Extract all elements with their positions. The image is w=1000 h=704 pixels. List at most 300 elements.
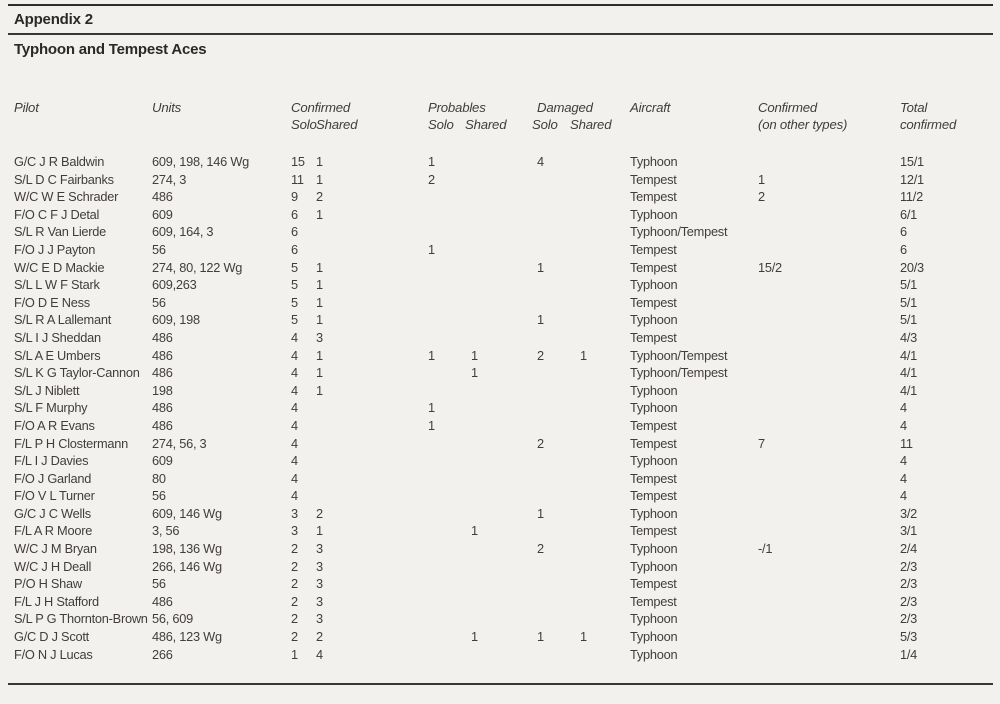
cell-confirmed-solo: 4 — [291, 435, 298, 451]
cell-damaged-shared — [580, 171, 630, 189]
cell-aircraft: Typhoon/Tempest — [630, 365, 728, 381]
cell-probables-solo — [428, 223, 471, 241]
cell-total-confirmed: 4/1 — [900, 365, 918, 381]
column-header-units: Units — [152, 100, 182, 115]
table-row — [14, 593, 993, 611]
cell-damaged-solo — [537, 223, 580, 241]
cell-units: 56 — [152, 576, 166, 592]
cell-confirmed-other-types — [758, 470, 900, 488]
cell-aircraft: Typhoon — [630, 541, 678, 557]
cell-aircraft: Typhoon — [630, 629, 678, 645]
cell-confirmed-solo: 3 — [291, 523, 298, 539]
table-row — [14, 294, 993, 312]
cell-aircraft: Tempest — [630, 329, 677, 345]
cell-confirmed-other-types — [758, 646, 900, 664]
table-row — [14, 223, 993, 241]
cell-confirmed-solo: 4 — [291, 488, 298, 504]
cell-confirmed-shared: 1 — [316, 382, 323, 398]
table-row — [14, 153, 993, 171]
cell-confirmed-other-types: 7 — [758, 435, 765, 451]
cell-confirmed-other-types — [758, 241, 900, 259]
cell-units: 486 — [152, 593, 173, 609]
table-header — [14, 99, 993, 133]
column-header-damaged: Damaged — [537, 100, 593, 115]
cell-confirmed-solo: 11 — [291, 171, 304, 187]
cell-pilot: S/L P G Thornton-Brown — [14, 611, 148, 627]
cell-damaged-shared — [580, 505, 630, 523]
subheader-total-confirmed: confirmed — [900, 117, 957, 132]
cell-total-confirmed: 15/1 — [900, 154, 924, 169]
cell-confirmed-solo: 6 — [291, 241, 298, 257]
cell-damaged-shared — [580, 452, 630, 470]
cell-aircraft: Tempest — [630, 417, 677, 433]
table-row — [14, 347, 993, 365]
cell-confirmed-solo: 4 — [291, 329, 298, 345]
cell-confirmed-other-types — [758, 487, 900, 505]
cell-total-confirmed: 4/1 — [900, 347, 918, 363]
cell-confirmed-solo: 4 — [291, 470, 298, 486]
cell-aircraft: Typhoon — [630, 206, 678, 222]
table-row — [14, 399, 993, 417]
cell-units: 274, 56, 3 — [152, 435, 207, 451]
cell-probables-shared — [471, 294, 537, 312]
cell-units: 274, 3 — [152, 171, 187, 187]
cell-confirmed-other-types — [758, 276, 900, 294]
cell-probables-solo — [428, 487, 471, 505]
cell-damaged-solo — [537, 487, 580, 505]
table-row — [14, 276, 993, 294]
cell-units: 56 — [152, 488, 166, 504]
cell-confirmed-solo: 5 — [291, 277, 298, 293]
cell-aircraft: Typhoon — [630, 558, 678, 574]
cell-probables-shared — [471, 646, 537, 664]
cell-pilot: F/L J H Stafford — [14, 593, 99, 609]
cell-units: 609, 198, 146 Wg — [152, 154, 250, 169]
cell-probables-shared — [471, 487, 537, 505]
table-row — [14, 435, 993, 453]
cell-confirmed-other-types — [758, 347, 900, 365]
cell-total-confirmed: 4 — [900, 417, 907, 433]
cell-damaged-shared — [580, 540, 630, 558]
cell-pilot: F/L A R Moore — [14, 523, 93, 539]
cell-units: 609, 146 Wg — [152, 505, 222, 521]
cell-pilot: S/L I J Sheddan — [14, 329, 101, 345]
cell-damaged-shared — [580, 259, 630, 277]
cell-pilot: F/O N J Lucas — [14, 646, 93, 662]
cell-probables-solo — [428, 364, 471, 382]
table-row — [14, 628, 993, 646]
cell-confirmed-shared — [316, 452, 428, 470]
cell-units: 609 — [152, 453, 173, 469]
cell-confirmed-solo: 2 — [291, 558, 298, 574]
cell-aircraft: Tempest — [630, 593, 677, 609]
table-row — [14, 188, 993, 206]
appendix-divider-rule — [8, 33, 993, 35]
cell-confirmed-other-types: 2 — [758, 189, 765, 205]
subheader-confirmed-other-note: (on other types) — [758, 117, 848, 132]
table-row — [14, 558, 993, 576]
cell-confirmed-other-types — [758, 610, 900, 628]
cell-confirmed-shared: 2 — [316, 189, 323, 205]
cell-probables-shared: 1 — [471, 523, 478, 539]
cell-damaged-solo — [537, 241, 580, 259]
table-row — [14, 171, 993, 189]
table-row — [14, 329, 993, 347]
cell-total-confirmed: 6 — [900, 224, 907, 240]
cell-total-confirmed: 12/1 — [900, 171, 924, 187]
cell-pilot: F/O D E Ness — [14, 294, 90, 310]
cell-confirmed-shared: 4 — [316, 646, 323, 662]
cell-probables-solo — [428, 276, 471, 294]
cell-confirmed-solo: 4 — [291, 453, 298, 469]
cell-damaged-solo — [537, 470, 580, 488]
cell-aircraft: Typhoon — [630, 312, 678, 328]
cell-probables-solo — [428, 294, 471, 312]
cell-damaged-shared — [580, 487, 630, 505]
cell-damaged-solo: 4 — [537, 154, 544, 169]
cell-probables-shared — [471, 153, 537, 171]
cell-probables-shared — [471, 223, 537, 241]
cell-confirmed-shared: 1 — [316, 347, 323, 363]
cell-probables-shared — [471, 171, 537, 189]
cell-damaged-shared — [580, 364, 630, 382]
cell-pilot: G/C J C Wells — [14, 505, 91, 521]
cell-aircraft: Typhoon — [630, 277, 678, 293]
cell-confirmed-shared: 1 — [316, 206, 323, 222]
cell-probables-solo — [428, 452, 471, 470]
cell-units: 486 — [152, 365, 173, 381]
cell-units: 56, 609 — [152, 611, 193, 627]
cell-confirmed-other-types: 15/2 — [758, 259, 782, 275]
cell-total-confirmed: 2/4 — [900, 541, 918, 557]
cell-aircraft: Typhoon — [630, 453, 678, 469]
cell-aircraft: Tempest — [630, 523, 677, 539]
cell-aircraft: Tempest — [630, 576, 677, 592]
cell-total-confirmed: 2/3 — [900, 558, 918, 574]
cell-confirmed-shared: 3 — [316, 558, 323, 574]
cell-total-confirmed: 5/1 — [900, 294, 918, 310]
cell-confirmed-solo: 9 — [291, 189, 298, 205]
cell-damaged-solo — [537, 294, 580, 312]
cell-confirmed-other-types — [758, 417, 900, 435]
cell-damaged-shared — [580, 558, 630, 576]
cell-probables-solo — [428, 593, 471, 611]
table-row — [14, 487, 993, 505]
cell-pilot: S/L K G Taylor-Cannon — [14, 365, 140, 381]
cell-probables-solo — [428, 435, 471, 453]
cell-probables-shared — [471, 311, 537, 329]
cell-damaged-solo — [537, 522, 580, 540]
cell-probables-solo — [428, 311, 471, 329]
cell-damaged-solo — [537, 364, 580, 382]
cell-units: 486 — [152, 189, 173, 205]
subheader-probables-shared: Shared — [465, 117, 507, 132]
cell-confirmed-shared: 3 — [316, 329, 323, 345]
cell-confirmed-other-types — [758, 206, 900, 224]
cell-damaged-solo — [537, 610, 580, 628]
cell-confirmed-solo: 5 — [291, 294, 298, 310]
column-header-pilot: Pilot — [14, 100, 39, 115]
cell-pilot: F/O C F J Detal — [14, 206, 100, 222]
cell-total-confirmed: 1/4 — [900, 646, 918, 662]
table-row — [14, 452, 993, 470]
cell-total-confirmed: 2/3 — [900, 593, 918, 609]
cell-units: 80 — [152, 470, 166, 486]
cell-damaged-shared — [580, 610, 630, 628]
cell-damaged-shared: 1 — [580, 629, 587, 645]
cell-damaged-shared — [580, 417, 630, 435]
cell-confirmed-solo: 15 — [291, 154, 305, 169]
cell-pilot: S/L D C Fairbanks — [14, 171, 114, 187]
cell-confirmed-other-types — [758, 399, 900, 417]
cell-aircraft: Tempest — [630, 435, 677, 451]
cell-units: 198 — [152, 382, 173, 398]
table-row — [14, 206, 993, 224]
subheader-confirmed-solo: Solo — [291, 117, 317, 132]
cell-units: 486 — [152, 329, 173, 345]
cell-total-confirmed: 4/1 — [900, 382, 918, 398]
cell-probables-shared — [471, 575, 537, 593]
cell-total-confirmed: 3/2 — [900, 505, 918, 521]
cell-damaged-shared — [580, 223, 630, 241]
table-row — [14, 575, 993, 593]
cell-probables-shared — [471, 188, 537, 206]
column-header-confirmed: Confirmed — [291, 100, 351, 115]
cell-damaged-solo: 1 — [537, 629, 544, 645]
cell-pilot: W/C J H Deall — [14, 558, 92, 574]
subheader-damaged-solo: Solo — [532, 117, 558, 132]
cell-damaged-shared — [580, 575, 630, 593]
cell-pilot: W/C E D Mackie — [14, 259, 105, 275]
cell-probables-solo — [428, 610, 471, 628]
cell-probables-solo: 1 — [428, 347, 435, 363]
cell-probables-shared — [471, 259, 537, 277]
cell-confirmed-shared: 1 — [316, 365, 323, 381]
cell-pilot: S/L R A Lallemant — [14, 312, 111, 328]
cell-probables-shared — [471, 540, 537, 558]
cell-confirmed-other-types — [758, 575, 900, 593]
cell-damaged-shared — [580, 241, 630, 259]
cell-probables-shared — [471, 329, 537, 347]
cell-damaged-solo: 2 — [537, 347, 544, 363]
cell-confirmed-shared: 1 — [316, 277, 323, 293]
cell-confirmed-shared: 1 — [316, 171, 323, 187]
cell-damaged-shared — [580, 399, 630, 417]
cell-units: 486 — [152, 417, 173, 433]
cell-probables-solo — [428, 382, 471, 400]
cell-total-confirmed: 4 — [900, 453, 907, 469]
cell-damaged-shared — [580, 294, 630, 312]
table-row — [14, 522, 993, 540]
cell-units: 486, 123 Wg — [152, 629, 222, 645]
cell-confirmed-solo: 4 — [291, 417, 298, 433]
column-header-probables: Probables — [428, 100, 486, 115]
cell-probables-solo — [428, 540, 471, 558]
cell-probables-solo — [428, 558, 471, 576]
cell-pilot: S/L R Van Lierde — [14, 224, 107, 240]
cell-units: 486 — [152, 347, 173, 363]
table-title: Typhoon and Tempest Aces — [14, 41, 207, 58]
cell-total-confirmed: 2/3 — [900, 611, 918, 627]
cell-confirmed-other-types — [758, 382, 900, 400]
cell-pilot: S/L A E Umbers — [14, 347, 101, 363]
cell-damaged-shared: 1 — [580, 347, 587, 363]
cell-confirmed-shared — [316, 470, 428, 488]
cell-confirmed-solo: 5 — [291, 312, 298, 328]
cell-confirmed-other-types — [758, 311, 900, 329]
cell-confirmed-solo: 2 — [291, 629, 298, 645]
cell-confirmed-shared: 3 — [316, 611, 323, 627]
cell-damaged-solo: 1 — [537, 505, 544, 521]
cell-units: 486 — [152, 400, 173, 416]
cell-confirmed-other-types — [758, 153, 900, 171]
cell-pilot: F/L P H Clostermann — [14, 435, 129, 451]
cell-damaged-solo — [537, 206, 580, 224]
cell-damaged-solo — [537, 575, 580, 593]
cell-confirmed-solo: 2 — [291, 593, 298, 609]
cell-total-confirmed: 11 — [900, 435, 913, 451]
cell-confirmed-solo: 4 — [291, 382, 298, 398]
cell-confirmed-solo: 2 — [291, 611, 298, 627]
cell-confirmed-solo: 6 — [291, 206, 298, 222]
cell-units: 56 — [152, 294, 166, 310]
cell-units: 609, 164, 3 — [152, 224, 214, 240]
subheader-confirmed-shared: Shared — [316, 117, 358, 132]
cell-aircraft: Tempest — [630, 189, 677, 205]
cell-aircraft: Typhoon/Tempest — [630, 224, 728, 240]
column-header-confirmed-other: Confirmed — [758, 100, 818, 115]
cell-pilot: F/O J Garland — [14, 470, 92, 486]
cell-aircraft: Tempest — [630, 470, 677, 486]
cell-units: 609,263 — [152, 277, 197, 293]
cell-aircraft: Tempest — [630, 294, 677, 310]
cell-pilot: S/L F Murphy — [14, 400, 88, 416]
cell-confirmed-other-types — [758, 223, 900, 241]
cell-confirmed-other-types — [758, 294, 900, 312]
cell-damaged-solo — [537, 329, 580, 347]
bottom-rule — [8, 683, 993, 685]
cell-aircraft: Typhoon — [630, 154, 678, 169]
appendix-label: Appendix 2 — [14, 11, 93, 28]
cell-pilot: W/C W E Schrader — [14, 189, 119, 205]
table-row — [14, 311, 993, 329]
cell-confirmed-other-types — [758, 593, 900, 611]
cell-damaged-solo — [537, 593, 580, 611]
cell-units: 609 — [152, 206, 173, 222]
cell-aircraft: Tempest — [630, 171, 677, 187]
cell-total-confirmed: 4 — [900, 470, 907, 486]
cell-total-confirmed: 2/3 — [900, 576, 918, 592]
cell-damaged-solo — [537, 171, 580, 189]
cell-aircraft: Typhoon — [630, 646, 678, 662]
subheader-probables-solo: Solo — [428, 117, 454, 132]
cell-confirmed-shared: 3 — [316, 576, 323, 592]
cell-confirmed-solo: 4 — [291, 400, 298, 416]
table-row — [14, 540, 993, 558]
cell-total-confirmed: 5/3 — [900, 629, 918, 645]
cell-probables-solo — [428, 470, 471, 488]
cell-damaged-solo: 1 — [537, 312, 544, 328]
cell-damaged-solo — [537, 417, 580, 435]
cell-total-confirmed: 20/3 — [900, 259, 924, 275]
table-row — [14, 610, 993, 628]
cell-confirmed-other-types — [758, 522, 900, 540]
cell-confirmed-other-types: -/1 — [758, 541, 773, 557]
cell-total-confirmed: 6 — [900, 241, 907, 257]
cell-confirmed-shared: 2 — [316, 629, 323, 645]
table-row — [14, 417, 993, 435]
cell-confirmed-shared — [316, 417, 428, 435]
cell-units: 266, 146 Wg — [152, 558, 222, 574]
cell-probables-solo — [428, 505, 471, 523]
cell-aircraft: Typhoon — [630, 400, 678, 416]
cell-confirmed-other-types — [758, 364, 900, 382]
cell-confirmed-other-types — [758, 452, 900, 470]
cell-pilot: G/C J R Baldwin — [14, 154, 105, 169]
cell-confirmed-shared — [316, 435, 428, 453]
cell-damaged-shared — [580, 329, 630, 347]
cell-confirmed-solo: 3 — [291, 505, 298, 521]
table-row — [14, 382, 993, 400]
cell-probables-shared — [471, 399, 537, 417]
cell-units: 266 — [152, 646, 173, 662]
cell-probables-solo: 1 — [428, 400, 435, 416]
cell-damaged-shared — [580, 522, 630, 540]
cell-total-confirmed: 5/1 — [900, 277, 918, 293]
cell-damaged-solo: 2 — [537, 435, 544, 451]
cell-pilot: W/C J M Bryan — [14, 541, 97, 557]
cell-total-confirmed: 4 — [900, 488, 907, 504]
cell-probables-solo — [428, 259, 471, 277]
cell-units: 609, 198 — [152, 312, 200, 328]
cell-probables-shared — [471, 241, 537, 259]
table-body — [14, 153, 993, 663]
table-row — [14, 259, 993, 277]
cell-damaged-solo: 2 — [537, 541, 544, 557]
cell-probables-solo — [428, 329, 471, 347]
subheader-damaged-shared: Shared — [570, 117, 612, 132]
cell-damaged-solo — [537, 188, 580, 206]
cell-aircraft: Tempest — [630, 488, 677, 504]
cell-units: 198, 136 Wg — [152, 541, 222, 557]
cell-probables-solo — [428, 522, 471, 540]
cell-total-confirmed: 4 — [900, 400, 907, 416]
cell-probables-solo — [428, 628, 471, 646]
cell-probables-solo — [428, 646, 471, 664]
cell-confirmed-solo: 2 — [291, 541, 298, 557]
cell-confirmed-other-types — [758, 628, 900, 646]
cell-damaged-shared — [580, 593, 630, 611]
cell-confirmed-shared: 1 — [316, 259, 323, 275]
cell-probables-solo — [428, 575, 471, 593]
cell-probables-shared: 1 — [471, 365, 478, 381]
cell-aircraft: Typhoon — [630, 505, 678, 521]
cell-probables-shared — [471, 452, 537, 470]
cell-confirmed-shared: 3 — [316, 593, 323, 609]
cell-aircraft: Typhoon — [630, 382, 678, 398]
cell-confirmed-other-types — [758, 558, 900, 576]
cell-units: 274, 80, 122 Wg — [152, 259, 243, 275]
cell-pilot: F/O J J Payton — [14, 241, 96, 257]
cell-confirmed-shared: 1 — [316, 523, 323, 539]
cell-confirmed-solo: 4 — [291, 365, 298, 381]
cell-damaged-solo: 1 — [537, 259, 544, 275]
cell-confirmed-shared: 3 — [316, 541, 323, 557]
cell-pilot: F/O V L Turner — [14, 488, 95, 504]
cell-damaged-solo — [537, 452, 580, 470]
cell-damaged-solo — [537, 382, 580, 400]
cell-confirmed-shared — [316, 241, 428, 259]
